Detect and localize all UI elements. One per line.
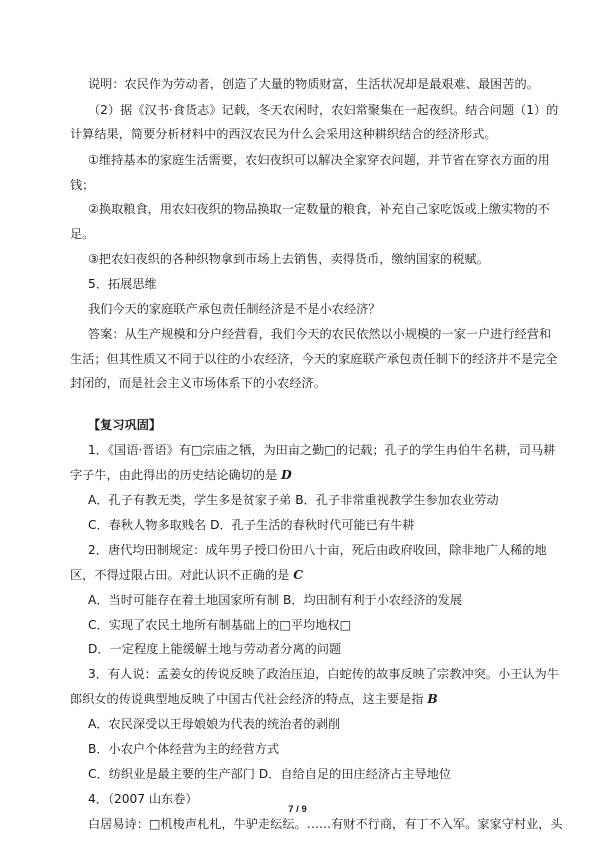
- q1-stem: 字子牛，由此得出的历史结论确切的是: [70, 468, 278, 482]
- q1-text: [70, 467, 292, 483]
- text-line: 计算结果，简要分析材料中的西汉农民为什么会采用这种耕织结合的经济形式。: [70, 127, 497, 141]
- q1-option: C．春秋人物多取贱名 D．孔子生活的春秋时代可能已有牛耕: [88, 518, 415, 532]
- q2-option: C．实现了农民土地所有制基础上的□平均地权□: [88, 618, 352, 632]
- q2-option: A．当时可能存在着土地国家所有制 B．均田制有利于小农经济的发展: [88, 593, 463, 607]
- q2-text: 2．唐代均田制规定：成年男子授口份田八十亩，死后由政府收回，除非地广人稀的地: [88, 543, 547, 557]
- q2-answer: C: [293, 568, 303, 582]
- text-line: 说明：农民作为劳动者，创造了大量的物质财富，生活状况却是最艰难、最困苦的。: [88, 77, 539, 91]
- answer-text: 封闭的，而是社会主义市场体系下的小农经济。: [70, 376, 326, 390]
- q2-stem: 区，不得过限占田。对此认识不正确的是: [70, 568, 290, 582]
- q3-text: 3．有人说：孟姜女的传说反映了政治压迫，白蛇传的故事反映了宗教冲突。小王认为牛: [88, 667, 559, 681]
- question-text: 我们今天的家庭联产承包责任制经济是不是小农经济？: [88, 302, 381, 316]
- answer-text: 生活；但其性质又不同于以往的小农经济，今天的家庭联产承包责任制下的经济并不是完全: [70, 352, 558, 366]
- section-heading: 5．拓展思维: [88, 277, 157, 291]
- q1-option: A．孔子有教无类，学生多是贫家子弟 B．孔子非常重视教学生参加农业劳动: [88, 493, 499, 507]
- q3-option: B．小农户个体经营为主的经营方式: [88, 742, 280, 756]
- text-line: ②换取粮食，用农妇夜织的物品换取一定数量的粮食，补充自己家吃饭或上缴实物的不: [88, 202, 550, 216]
- text-line: 足。: [70, 227, 95, 241]
- q4-text: 白居易诗：□机梭声札札，牛驴走纭纭。……有财不行商，有丁不入军。家家守村业，头: [88, 817, 563, 831]
- q3-text: [70, 691, 438, 707]
- q4-text: 4．（2007 山东卷）: [88, 792, 198, 806]
- q2-option: D．一定程度上能缓解土地与劳动者分离的问题: [88, 642, 342, 656]
- q3-option: A．农民深受以王母娘娘为代表的统治者的剥削: [88, 717, 341, 731]
- q3-option: C．纺织业是最主要的生产部门 D．自给自足的田庄经济占主导地位: [88, 767, 452, 781]
- text-line: 钱；: [70, 178, 95, 192]
- q3-stem: 郎织女的传说典型地反映了中国古代社会经济的特点，这主要是指: [70, 692, 424, 706]
- answer-text: 答案：从生产规模和分户经营看，我们今天的农民依然以小规模的一家一户进行经营和: [88, 327, 552, 341]
- q1-text: 1．《国语·晋语》有□宗庙之牺，为田亩之勤□的记载；孔子的学生冉伯牛名耕，司马耕: [88, 443, 556, 457]
- q2-text: [70, 567, 303, 583]
- text-line: （2）据《汉书·食货志》记载，冬天农闲时，农妇常聚集在一起夜织。结合问题（1）的: [88, 103, 559, 117]
- q1-answer: D: [281, 468, 292, 482]
- text-line: ①维持基本的家庭生活需要，农妇夜织可以解决全家穿衣问题，并节省在穿衣方面的用: [88, 153, 550, 167]
- text-line: ③把农妇夜织的各种织物拿到市场上去销售，卖得货币，缴纳国家的税赋。: [88, 252, 489, 266]
- review-heading: 【复习巩固】: [88, 418, 162, 432]
- q3-answer: B: [427, 692, 438, 706]
- page-number: 7 / 9: [288, 804, 307, 815]
